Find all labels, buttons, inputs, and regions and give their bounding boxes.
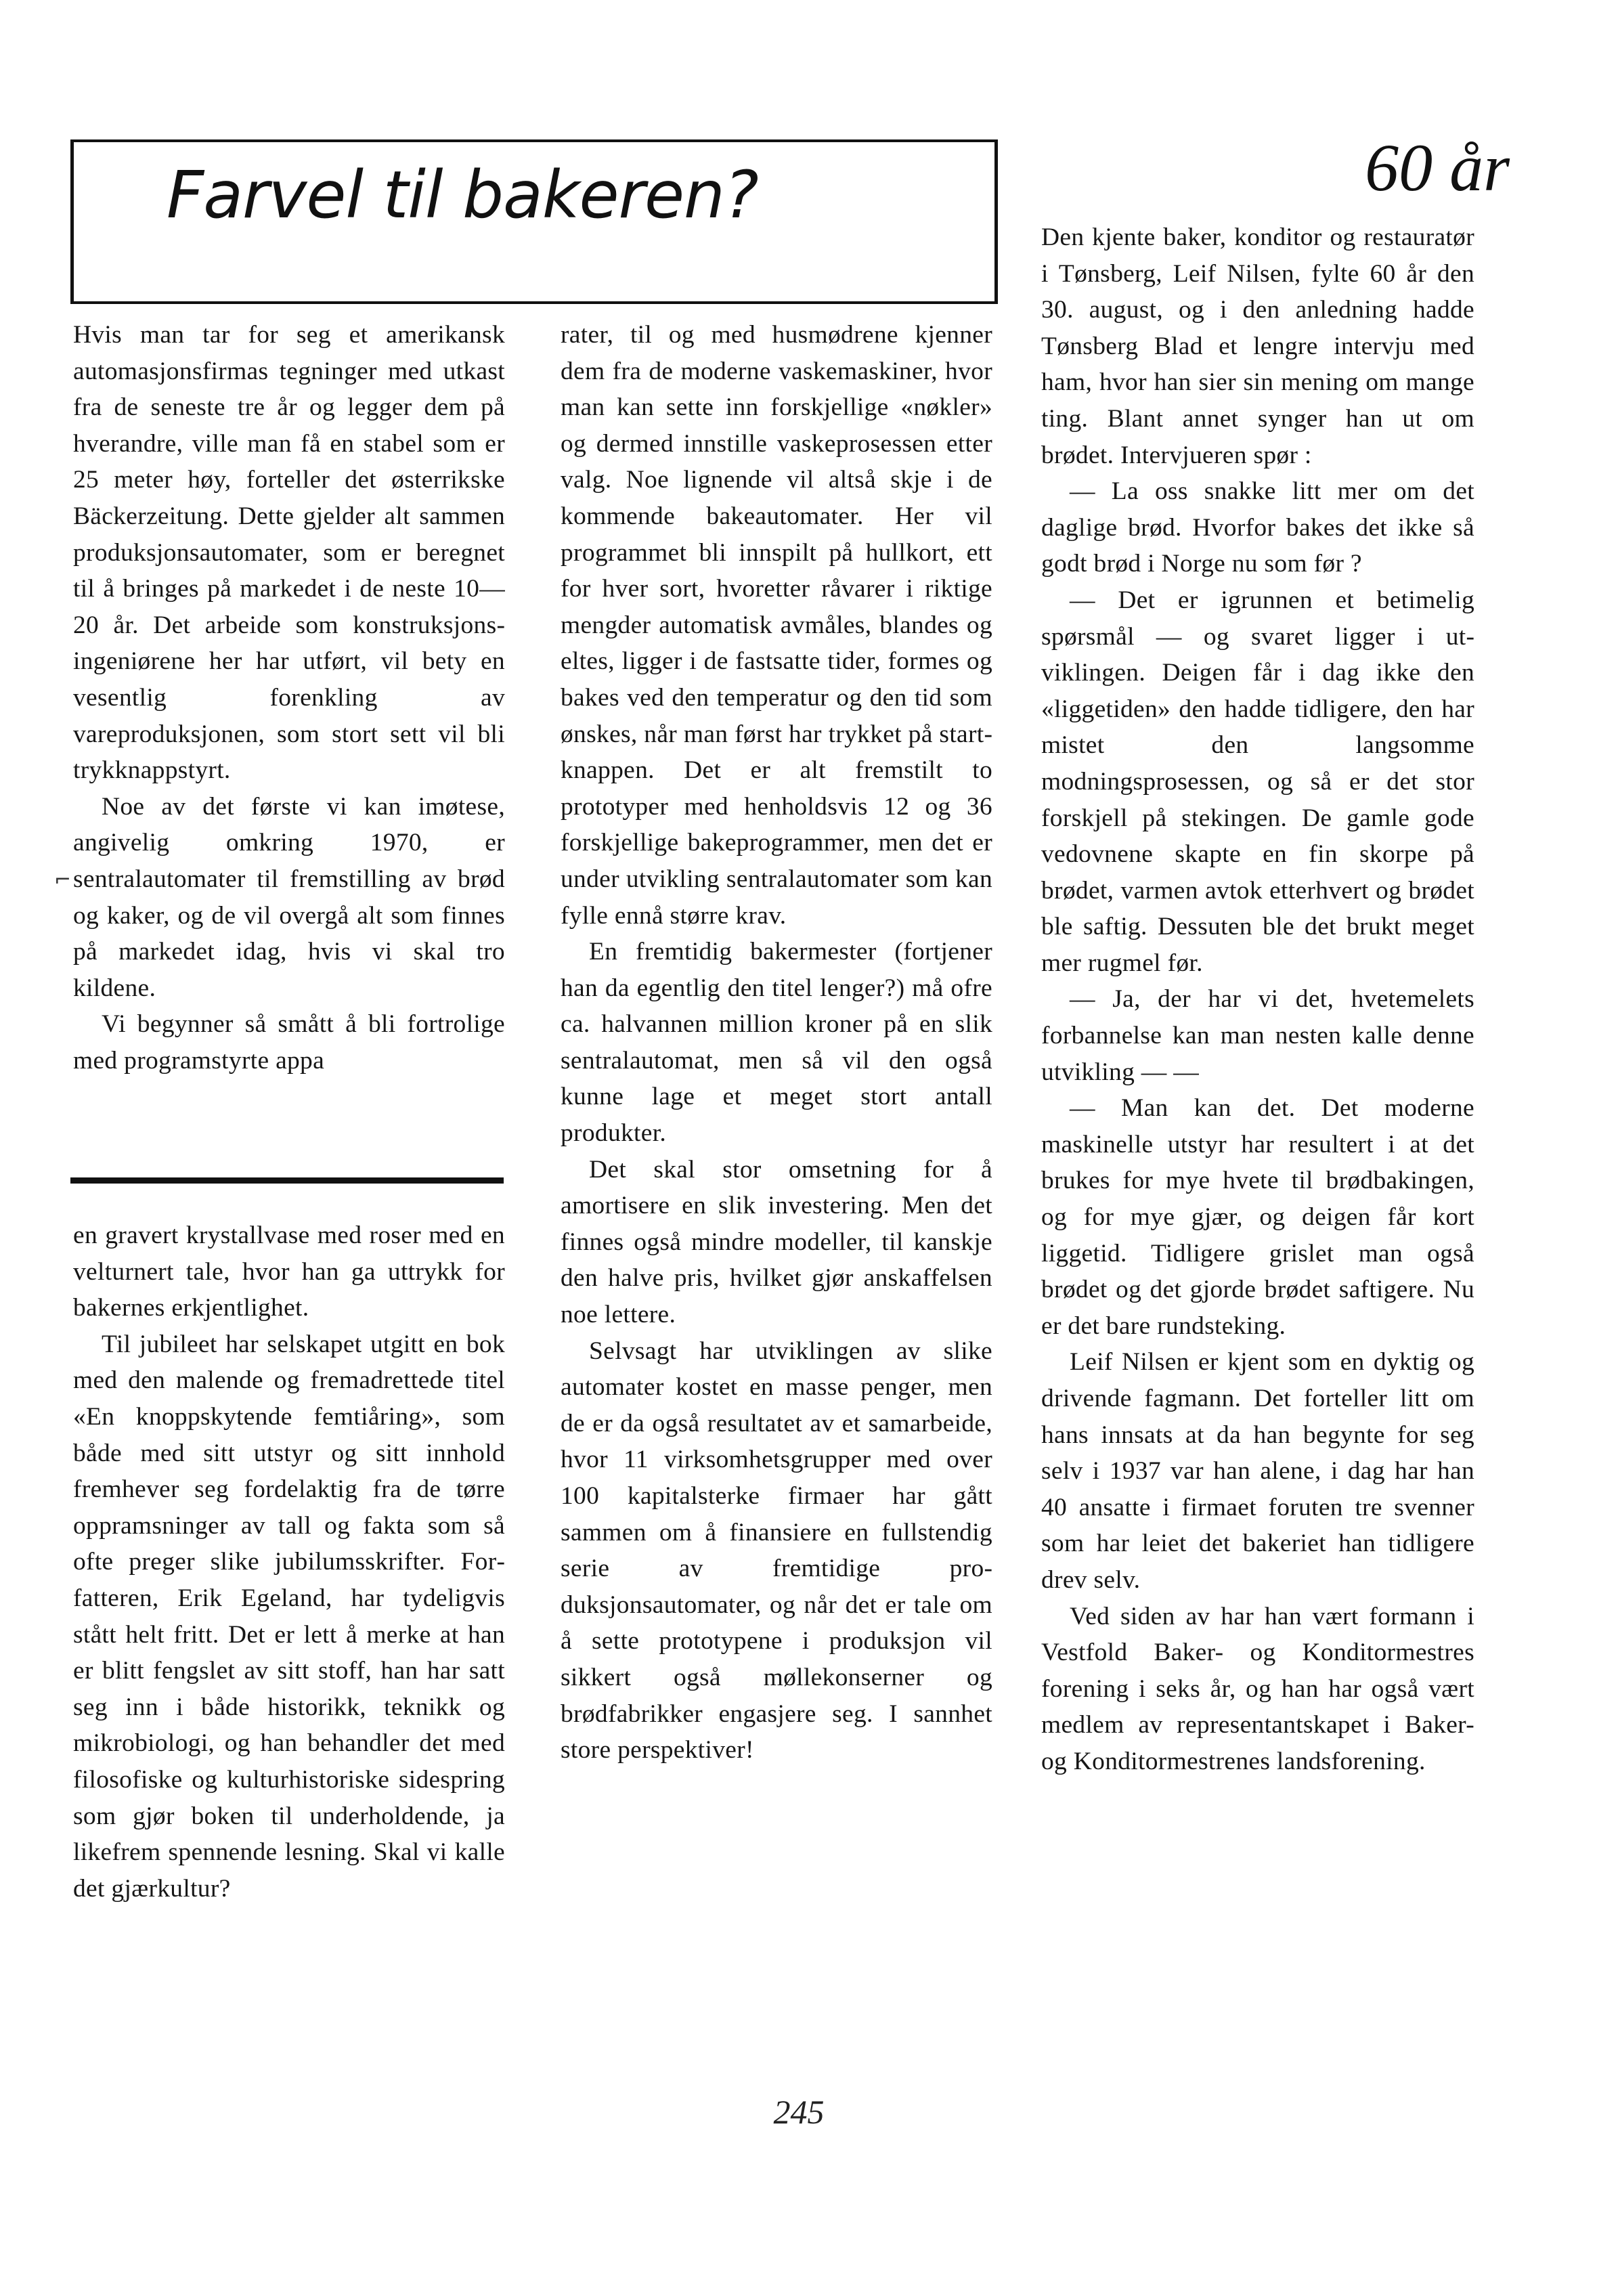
article-column-1 (73, 317, 505, 1079)
sidebar-title: 60 år (1365, 130, 1510, 205)
paragraph: Noe av det første vi kan imøtese, angivelig omkring 1970, er sentralautomater til fremstilling av brød og kaker, og de vil overgå alt som finnes på markedet idag, hvis vi skal tro kildene. (73, 792, 505, 1002)
paragraph: Vi begynner så smått å bli fortrolige med programstyrte appa (73, 1010, 505, 1075)
paragraph: — La oss snakke litt mer om det daglige brød. Hvorfor bakes det ikke så godt brød i Norge nu som før ? (1041, 477, 1474, 578)
sidebar-column (1041, 219, 1474, 1780)
margin-mark-icon: ⌐ (54, 868, 72, 892)
continued-column (73, 1217, 505, 1907)
paragraph: Leif Nilsen er kjent som en dyktig og drivende fagmann. Det forteller litt om hans innsats at da han begynte for seg selv i 1937 var han alene, i dag har han 40 ansatte i firmaet foruten tre svenner som har leiet det bakeriet han tidligere drev selv. (1041, 1348, 1474, 1594)
column-separator-rule (70, 1177, 504, 1184)
paragraph: Selvsagt har utviklingen av slike automater kostet en masse penger, men de er da også resultatet av et samarbeide, hvor 11 virksomhetsgrupper med over 100 kapitalsterke firmaer har gått sammen om å finansiere en fullstendig serie av fremtidige produksjonsautomater, og når det er tale om å sette prototypene i produksjon vil sikkert også møllekonserner og brødfabrikker engasjere seg. I sannhet store perspektiver! (561, 1337, 992, 1764)
paragraph: Hvis man tar for seg et amerikansk automasjonsfirmas tegninger med utkast fra de seneste tre år og legger dem på hverandre, ville man få en stabel som er 25 meter høy, forteller det østerrikske Bäckerzeitung. Dette gjelder alt sammen produksjonsautomater, som er beregnet til å bringes på markedet i de neste 10—20 år. Det arbeide som konstruksjonsingeniørene her har utført, vil bety en vesentlig forenkling av vareproduksjonen, som stort sett vil bli trykknappstyrt. (73, 321, 505, 785)
paragraph: Til jubileet har selskapet utgitt en bok med den malende og fremadrettede titel «En knoppskytende femtiåring», som både med sitt utstyr og sitt innhold fremhever seg fordelaktig fra de tørre oppramsninger av tall og fakta som så ofte preger slike jubilumsskrifter. Forfatteren, Erik Egeland, har tydeligvis stått helt fritt. Det er lett å merke at han er blitt fengslet av sitt stoff, han har satt seg inn i både historikk, teknikk og mikrobiologi, og han behandler det med filosofiske og kulturhistoriske sidespring som gjør boken til underholdende, ja likefrem spennende lesning. Skal vi kalle det gjærkultur? (73, 1330, 505, 1903)
paragraph: Ved siden av har han vært formann i Vestfold Baker- og Konditormestres forening i seks år, og han har også vært medlem av representantskapet i Baker- og Konditormestrenes landsforening. (1041, 1602, 1474, 1775)
paragraph: en gravert krystallvase med roser med en velturnert tale, hvor han ga uttrykk for bakernes erkjentlighet. (73, 1221, 505, 1322)
paragraph: Den kjente baker, konditor og restauratør i Tønsberg, Leif Nilsen, fylte 60 år den 30. august, og i den anledning hadde Tønsberg Blad et lengre intervju med ham, hvor han sier sin mening om mange ting. Blant annet synger han ut om brødet. Intervjueren spør : (1041, 223, 1474, 469)
paragraph: Det skal stor omsetning for å amortisere en slik investering. Men det finnes også mindre modeller, til kanskje den halve pris, hvilket gjør anskaffelsen noe lettere. (561, 1155, 992, 1329)
article-title: Farvel til bakeren? (167, 157, 758, 233)
paragraph: — Ja, der har vi det, hvetemelets forbannelse kan man nesten kalle denne utvikling — — (1041, 985, 1474, 1086)
paragraph: — Det er igrunnen et betimelig spørsmål — og svaret ligger i utviklingen. Deigen får i dag ikke den «liggetiden» den hadde tidligere, den har mistet den langsomme modningsprosessen, og så er det stor forskjell på stekingen. De gamle gode vedovnene skapte en fin skorpe på brødet, varmen avtok etterhvert og brødet ble saftig. Dessuten ble det brukt meget mer rugmel før. (1041, 586, 1474, 977)
article-column-2 (561, 317, 992, 1769)
paragraph: — Man kan det. Det moderne maskinelle utstyr har resultert i at det brukes for mye hvete til brødbakingen, og for mye gjær, og deigen får kort liggetid. Tidligere grislet man også brødet og det gjorde brødet saftigere. Nu er det bare rundsteking. (1041, 1094, 1474, 1340)
paragraph: En fremtidig bakermester (fortjener han da egentlig den titel lenger?) må ofre ca. halvannen million kroner på en slik sentralautomat, men så vil den også kunne lage et meget stort antall produkter. (561, 938, 992, 1148)
paragraph: rater, til og med husmødrene kjenner dem fra de moderne vaskemaskiner, hvor man kan sette inn forskjellige «nøkler» og dermed innstille vaskeprosessen etter valg. Noe lignende vil altså skje i de kommende bakeautomater. Her vil programmet bli innspilt på hullkort, ett for hver sort, hvoretter råvarer i riktige mengder automatisk avmåles, blandes og eltes, ligger i de fastsatte tider, formes og bakes ved den temperatur og den tid som ønskes, når man først har trykket på startknappen. Det er alt fremstilt to prototyper med henholdsvis 12 og 36 forskjellige bakeprogrammer, men det er under utvikling sentralautomater som kan fylle ennå større krav. (561, 321, 992, 930)
page-number: 245 (773, 2093, 825, 2131)
